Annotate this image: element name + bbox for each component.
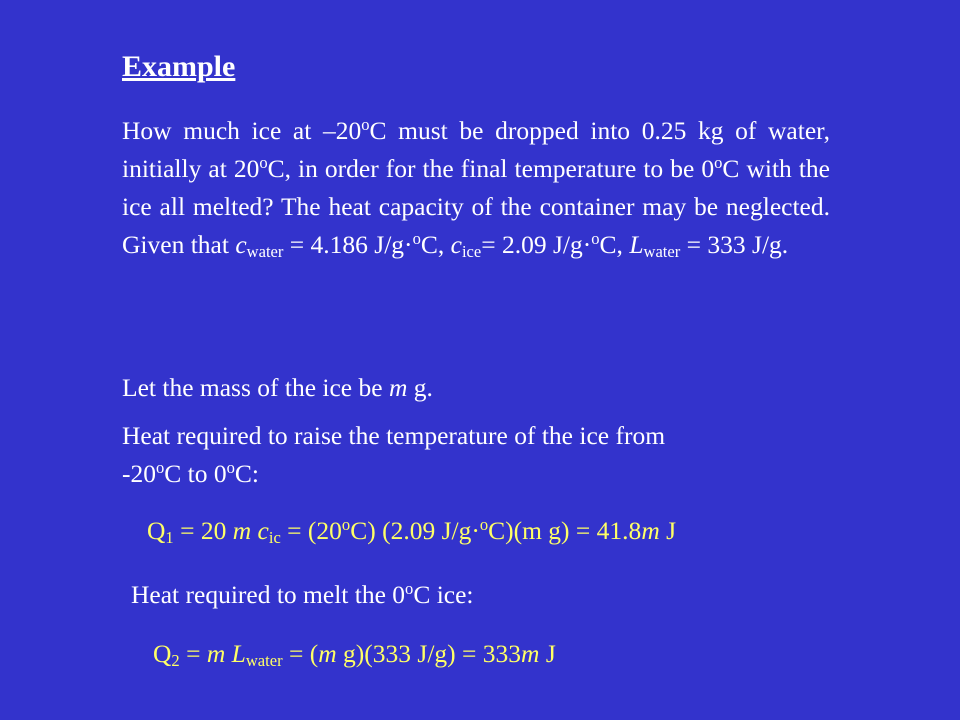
- slide-title: Example: [122, 50, 236, 83]
- equation-q1: $Q_1 = 20$ m $c_{ic} = (20^oC)$ (2.09 J/g·$^o$C)(m g) = 41.8m J: [147, 514, 677, 548]
- heat-raise-line-1: Heat required to raise the temperature of the ice from: [122, 421, 666, 450]
- let-mass-line: Let the mass of the ice be m g.: [122, 373, 433, 402]
- heat-raise-line-2: -20$^o$C to 0$^o$C:: [122, 457, 259, 488]
- equation-q2: $Q_2 = m$ $L_{water} = (m$ g)(333 J/g) = 333m J: [153, 639, 556, 671]
- problem-statement: How much ice at –20$^o$C must be dropped into 0.25 kg of water, initially at 20$^o$C, in order for the final temperature to be 0$^o$C with the ice all melted? The heat capacity of the container may be neglected. Given that $c_{water} = 4.186$ J/g·$^o$C, $c_{ice}= 2.09$ J/g·$^o$C, $L_{water} = 333$ J/g.: [122, 114, 831, 262]
- heat-melt-line: Heat required to melt the 0$^o$C ice:: [131, 578, 474, 609]
